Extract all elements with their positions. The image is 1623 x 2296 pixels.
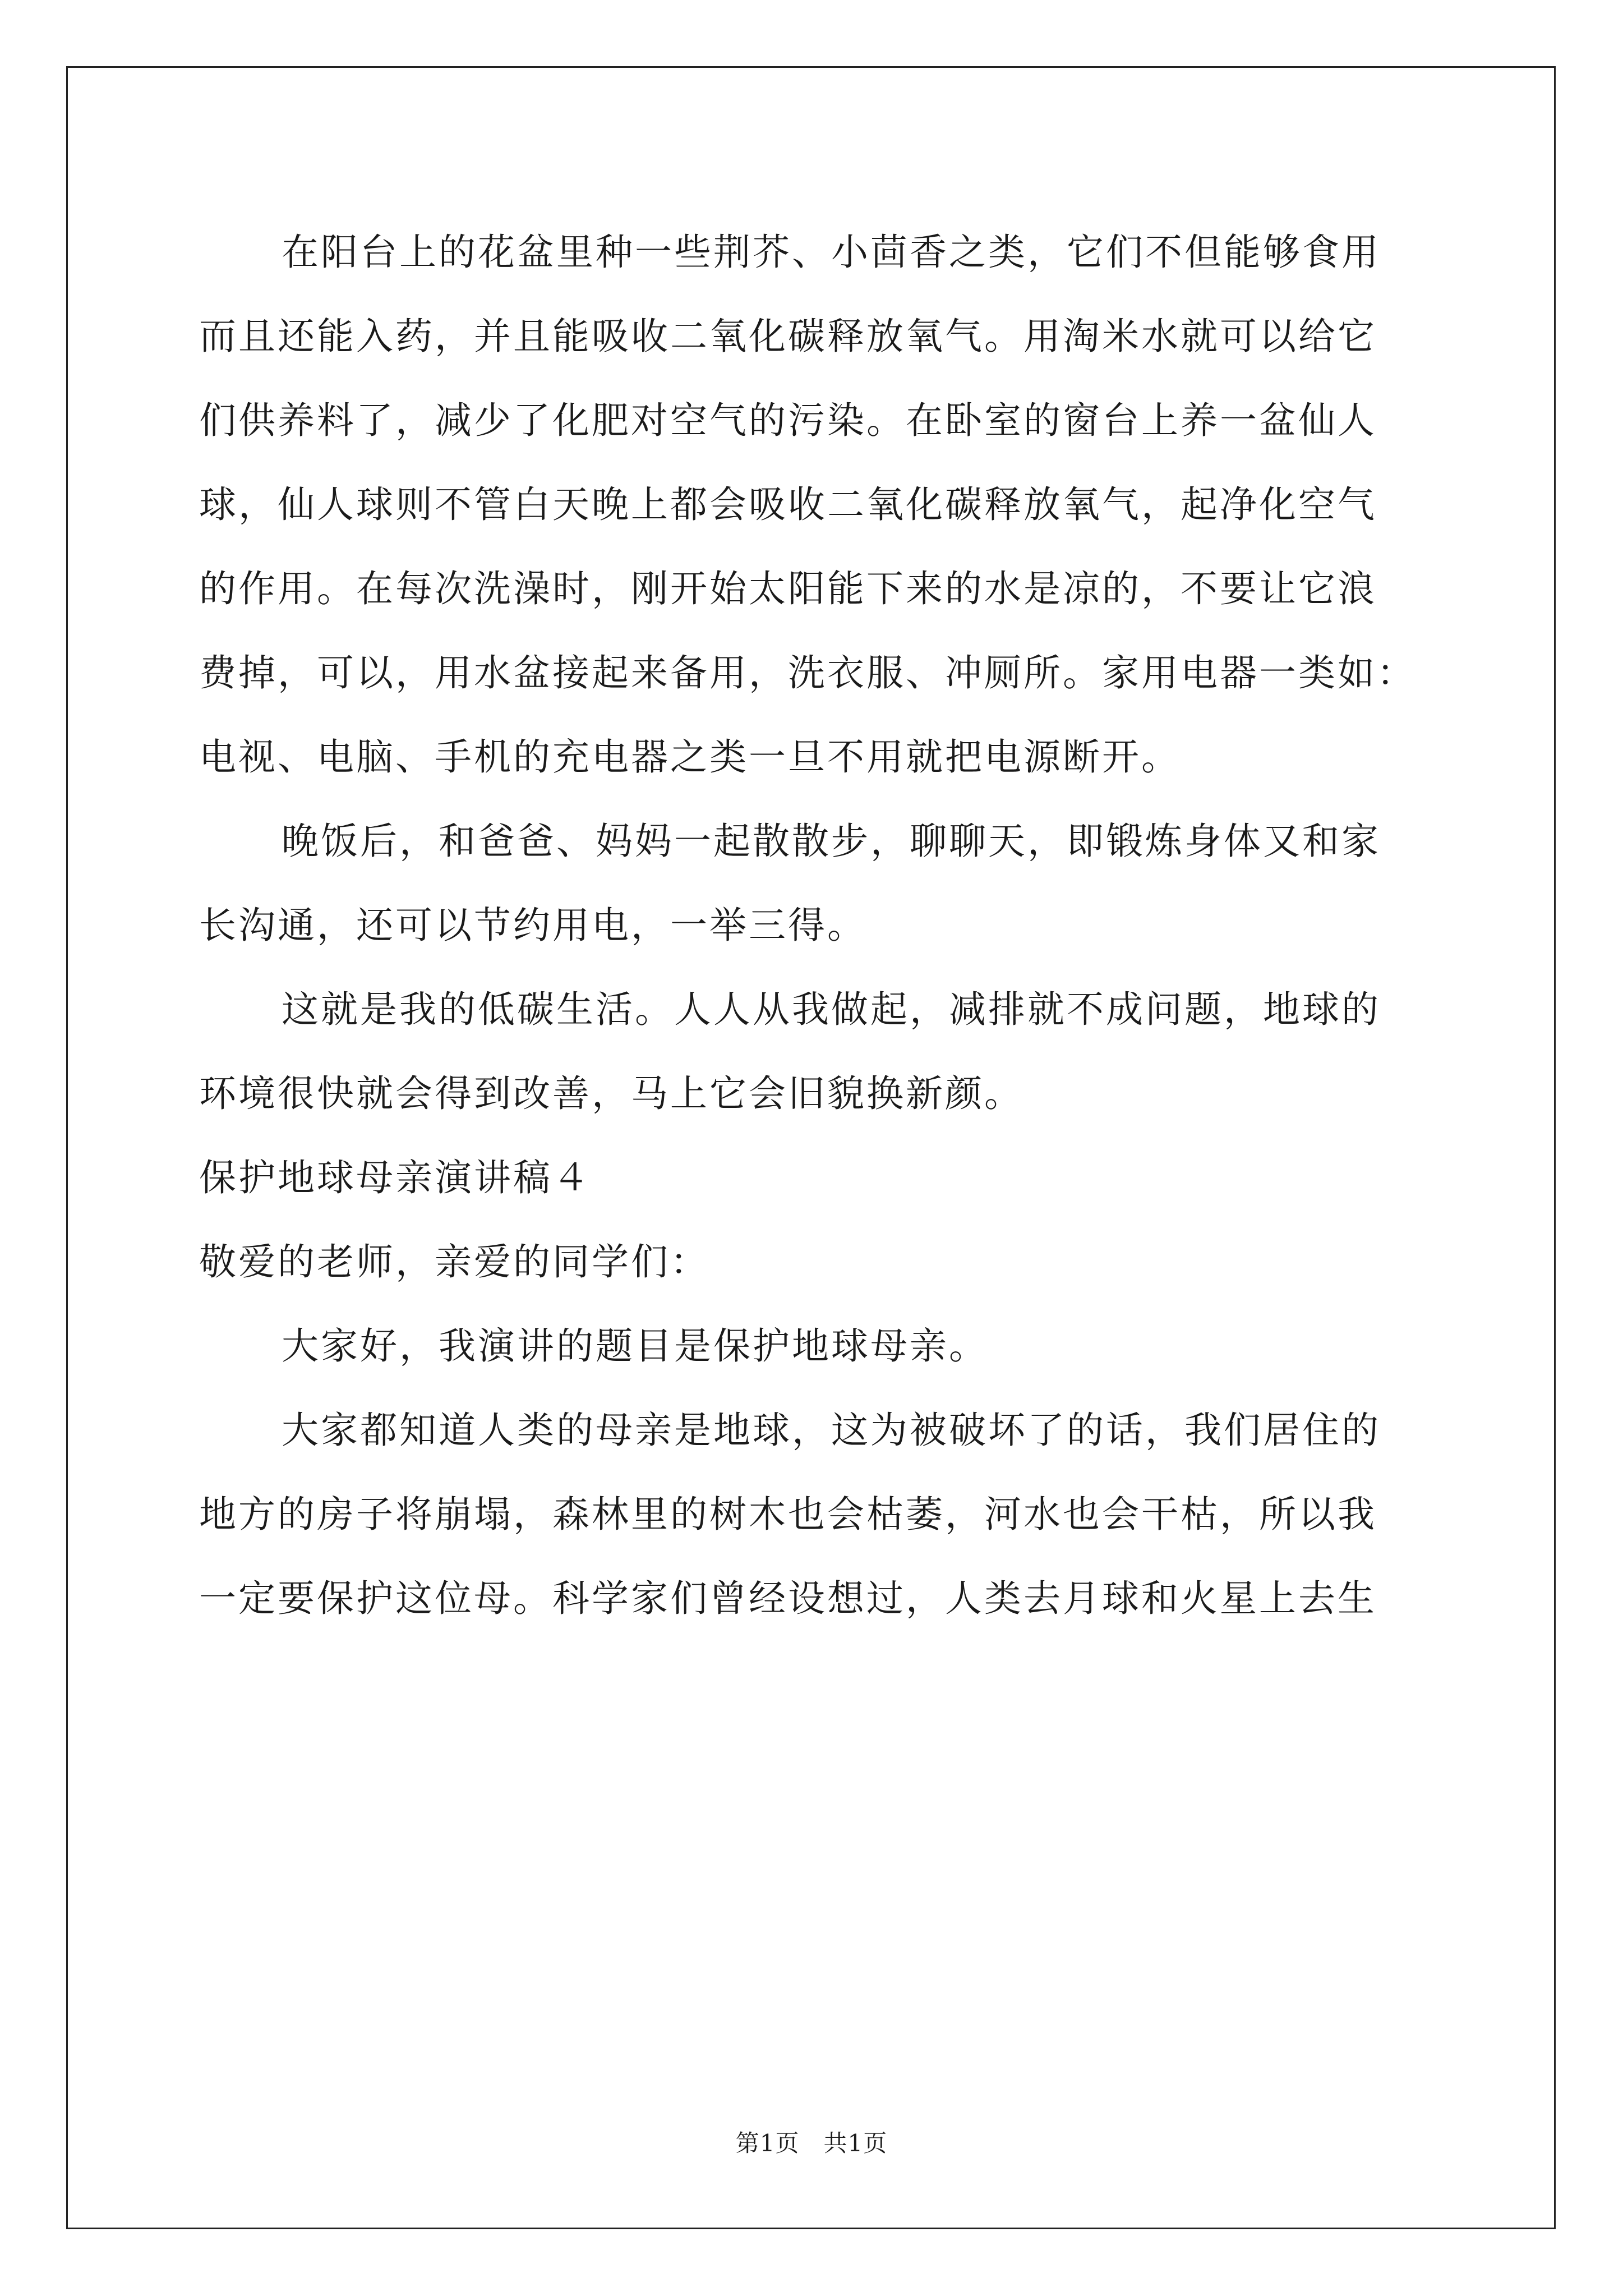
body-text-line: 环境很快就会得到改善，马上它会旧貌换新颜。	[199, 1072, 1023, 1115]
body-text-line: 晚饭后，和爸爸、妈妈一起散散步，聊聊天，即锻炼身体又和家	[282, 820, 1381, 863]
body-text-line: 这就是我的低碳生活。人人从我做起，减排就不成问题，地球的	[282, 988, 1381, 1031]
body-text-line: 费掉，可以，用水盆接起来备用，洗衣服、冲厕所。家用电器一类如：	[199, 651, 1416, 694]
body-text-line: 电视、电脑、手机的充电器之类一旦不用就把电源断开。	[199, 735, 1181, 779]
salutation: 敬爱的老师，亲爱的同学们：	[199, 1240, 709, 1283]
body-text-line: 而且还能入药，并且能吸收二氧化碳释放氧气。用淘米水就可以给它	[199, 315, 1377, 358]
body-text-line: 球，仙人球则不管白天晚上都会吸收二氧化碳释放氧气，起净化空气	[199, 483, 1377, 526]
body-text-line: 大家好，我演讲的题目是保护地球母亲。	[282, 1324, 988, 1368]
body-text-line: 大家都知道人类的母亲是地球，这为被破坏了的话，我们居住的	[282, 1409, 1381, 1452]
section-heading: 保护地球母亲演讲稿４	[199, 1156, 592, 1199]
body-text-line: 一定要保护这位母。科学家们曾经设想过，人类去月球和火星上去生	[199, 1577, 1377, 1620]
page-border	[66, 66, 1556, 2229]
body-text-line: 地方的房子将崩塌，森林里的树木也会枯萎，河水也会干枯，所以我	[199, 1493, 1377, 1536]
body-text-line: 在阳台上的花盆里种一些荆芥、小茴香之类，它们不但能够食用	[282, 231, 1381, 274]
body-text-line: 的作用。在每次洗澡时，刚开始太阳能下来的水是凉的，不要让它浪	[199, 567, 1377, 610]
page-footer: 第1页 共1页	[735, 2129, 888, 2157]
body-text-line: 们供养料了，减少了化肥对空气的污染。在卧室的窗台上养一盆仙人	[199, 399, 1377, 442]
body-text-line: 长沟通，还可以节约用电，一举三得。	[199, 904, 866, 947]
